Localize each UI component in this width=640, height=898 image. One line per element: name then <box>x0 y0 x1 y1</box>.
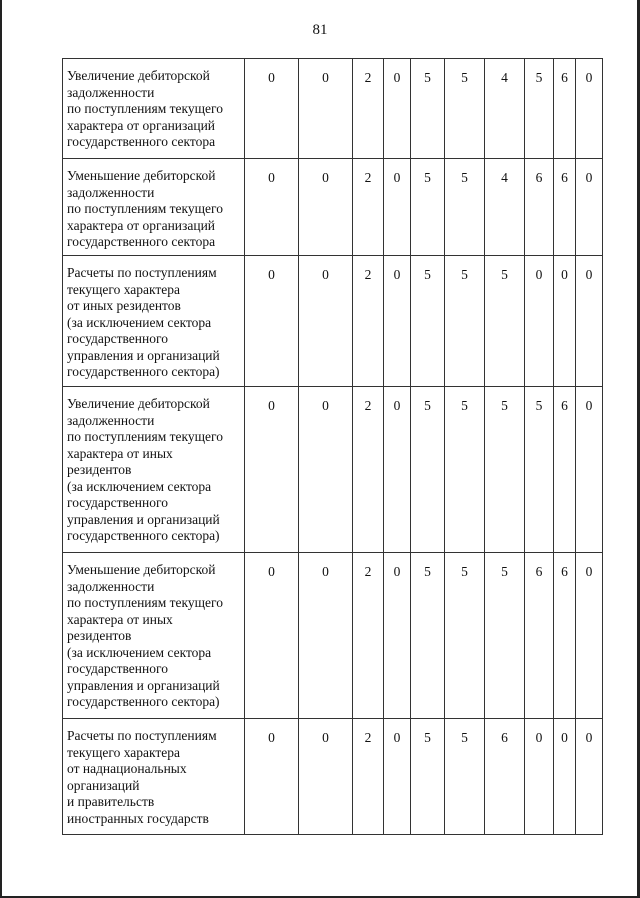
row-name-line: характера от организаций <box>67 117 216 133</box>
code-digit-cell: 0 <box>576 553 603 719</box>
row-name-line: Уменьшение дебиторской <box>67 562 216 577</box>
row-name-cell <box>63 59 245 159</box>
code-digit-cell: 0 <box>384 256 411 387</box>
code-digit-cell: 0 <box>576 59 603 159</box>
row-name-line: от иных резидентов <box>67 298 181 313</box>
code-digit-cell: 0 <box>384 387 411 553</box>
code-digit-cell: 5 <box>445 59 485 159</box>
row-name-line: характера от организаций <box>67 217 216 233</box>
code-digit-cell: 0 <box>245 159 299 256</box>
code-digit-cell: 2 <box>353 719 384 835</box>
row-name-line: Уменьшение дебиторской <box>67 168 216 183</box>
row-name-line: организаций <box>67 777 140 793</box>
code-digit-cell: 0 <box>576 256 603 387</box>
code-digit-cell: 6 <box>554 553 576 719</box>
code-digit-cell: 0 <box>299 256 353 387</box>
row-name-line: по поступлениям текущего <box>67 201 224 216</box>
code-digit-cell: 0 <box>384 159 411 256</box>
code-digit-cell: 5 <box>485 256 525 387</box>
row-name-line: (за исключением сектора <box>67 314 212 330</box>
scan-border-left <box>0 0 2 898</box>
code-digit-cell: 6 <box>554 159 576 256</box>
code-digit-cell: 5 <box>411 256 445 387</box>
row-name-line: государственного сектора <box>67 134 216 149</box>
table-row <box>63 59 603 159</box>
code-digit-cell: 5 <box>411 719 445 835</box>
code-digit-cell: 0 <box>299 59 353 159</box>
row-name-line: характера от иных <box>67 445 173 461</box>
row-name-line: задолженности <box>67 412 155 428</box>
row-name-cell <box>63 553 245 719</box>
row-name-line: задолженности <box>67 84 155 100</box>
code-digit-cell: 4 <box>485 59 525 159</box>
row-name-cell <box>63 256 245 387</box>
code-digit-cell: 5 <box>411 387 445 553</box>
code-digit-cell: 0 <box>554 719 576 835</box>
code-digit-cell: 5 <box>445 719 485 835</box>
code-digit-cell: 0 <box>554 256 576 387</box>
row-name-line: управления и организаций <box>67 347 220 363</box>
code-digit-cell: 2 <box>353 553 384 719</box>
code-digit-cell: 5 <box>445 387 485 553</box>
row-name-line: управления и организаций <box>67 677 220 693</box>
row-name-line: характера от иных <box>67 611 173 627</box>
table-body <box>63 59 603 835</box>
code-digit-cell: 5 <box>411 59 445 159</box>
code-digit-cell: 0 <box>245 387 299 553</box>
row-name-line: задолженности <box>67 578 155 594</box>
code-digit-cell: 0 <box>299 553 353 719</box>
code-digit-cell: 5 <box>411 159 445 256</box>
code-digit-cell: 0 <box>525 719 554 835</box>
code-digit-cell: 0 <box>245 719 299 835</box>
row-name-line: по поступлениям текущего <box>67 101 224 116</box>
row-name-line: Расчеты по поступлениям <box>67 265 217 280</box>
page-number: 81 <box>312 22 328 38</box>
code-digit-cell: 5 <box>485 553 525 719</box>
code-digit-cell: 5 <box>411 553 445 719</box>
row-name-line: государственного сектора) <box>67 528 220 543</box>
code-digit-cell: 6 <box>485 719 525 835</box>
code-digit-cell: 0 <box>245 256 299 387</box>
row-name-line: резидентов <box>67 462 132 477</box>
row-name-cell <box>63 159 245 256</box>
code-digit-cell: 0 <box>384 59 411 159</box>
row-name-line: по поступлениям текущего <box>67 595 224 610</box>
row-name-line: государственного <box>67 331 168 346</box>
code-digit-cell: 4 <box>485 159 525 256</box>
code-digit-cell: 6 <box>525 553 554 719</box>
row-name-line: Увеличение дебиторской <box>67 68 210 83</box>
table-row <box>63 159 603 256</box>
row-name-line: государственного сектора) <box>67 694 220 709</box>
row-name-line: текущего характера <box>67 281 181 297</box>
row-name-line: государственного <box>67 495 168 510</box>
code-digit-cell: 0 <box>525 256 554 387</box>
row-name-line: государственного <box>67 661 168 676</box>
row-name-line: государственного сектора <box>67 234 216 249</box>
code-digit-cell: 2 <box>353 256 384 387</box>
code-digit-cell: 5 <box>485 387 525 553</box>
code-digit-cell: 0 <box>245 59 299 159</box>
row-name-line: по поступлениям текущего <box>67 429 224 444</box>
row-name-line: государственного сектора) <box>67 364 220 379</box>
row-name-cell <box>63 719 245 835</box>
row-name-line: (за исключением сектора <box>67 644 212 660</box>
table-row <box>63 387 603 553</box>
code-digit-cell: 5 <box>525 59 554 159</box>
code-digit-cell: 0 <box>299 387 353 553</box>
row-name-line: от наднациональных <box>67 761 187 776</box>
row-name-line: задолженности <box>67 184 155 200</box>
code-digit-cell: 5 <box>525 387 554 553</box>
row-name-line: и правительств <box>67 794 155 809</box>
row-name-line: (за исключением сектора <box>67 478 212 494</box>
table-row <box>63 256 603 387</box>
code-digit-cell: 2 <box>353 59 384 159</box>
row-name-line: текущего характера <box>67 744 181 760</box>
code-digit-cell: 0 <box>576 719 603 835</box>
code-digit-cell: 0 <box>299 719 353 835</box>
code-digit-cell: 0 <box>299 159 353 256</box>
code-digit-cell: 6 <box>525 159 554 256</box>
code-digit-cell: 2 <box>353 387 384 553</box>
code-digit-cell: 0 <box>245 553 299 719</box>
code-digit-cell: 0 <box>384 553 411 719</box>
row-name-line: резидентов <box>67 628 132 643</box>
code-digit-cell: 5 <box>445 159 485 256</box>
code-digit-cell: 5 <box>445 553 485 719</box>
row-name-line: Расчеты по поступлениям <box>67 728 217 743</box>
row-name-line: Увеличение дебиторской <box>67 396 210 411</box>
table-row <box>63 553 603 719</box>
code-digit-cell: 0 <box>576 159 603 256</box>
code-digit-cell: 0 <box>384 719 411 835</box>
code-digit-cell: 0 <box>576 387 603 553</box>
table-row <box>63 719 603 835</box>
row-name-line: управления и организаций <box>67 511 220 527</box>
row-name-cell <box>63 387 245 553</box>
code-digit-cell: 5 <box>445 256 485 387</box>
budget-classification-table <box>62 58 603 835</box>
code-digit-cell: 6 <box>554 59 576 159</box>
code-digit-cell: 6 <box>554 387 576 553</box>
row-name-line: иностранных государств <box>67 810 209 826</box>
code-digit-cell: 2 <box>353 159 384 256</box>
